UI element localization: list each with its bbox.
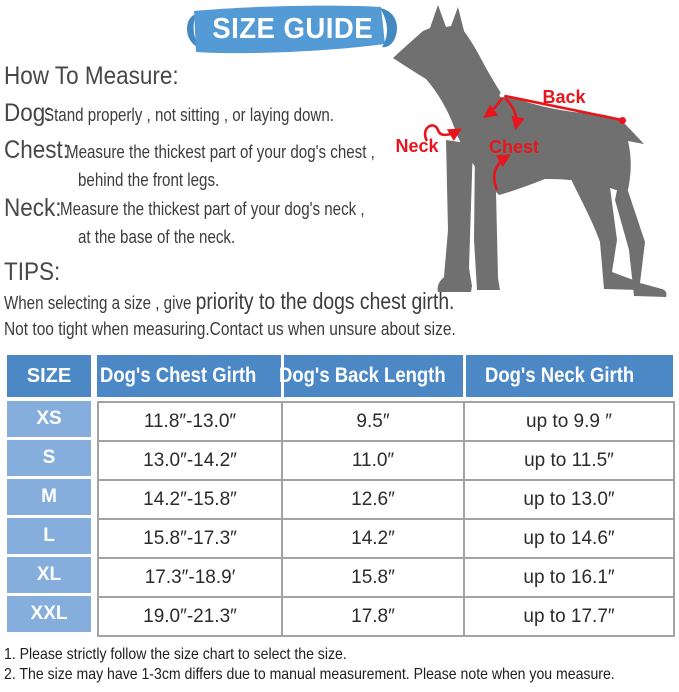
tips-emphasis-text: priority to the dogs chest girth. — [195, 288, 455, 314]
chest-girth-cell: 17.3″-18.9′ — [99, 559, 283, 598]
chest-girth-cell: 19.0″-21.3″ — [99, 598, 283, 637]
neck-girth-cell: up to 16.1″ — [465, 559, 675, 598]
neck-description-line2: at the base of the neck. — [78, 227, 236, 247]
size-column — [7, 355, 91, 637]
size-cell: XXL — [7, 596, 91, 632]
data-columns — [97, 355, 675, 637]
column-header-chest-girth: Dog's Chest Girth — [97, 355, 281, 397]
back-label: Back — [542, 87, 586, 107]
neck-girth-cell: up to 13.0″ — [465, 481, 675, 520]
size-cell: S — [7, 440, 91, 476]
neck-description-line1: Measure the thickest part of your dog's neck , — [60, 199, 365, 219]
chest-girth-cell: 15.8″-17.3″ — [99, 520, 283, 559]
back-length-cell: 12.6″ — [283, 481, 465, 520]
table-header-row — [97, 355, 675, 397]
back-length-cell: 15.8″ — [283, 559, 465, 598]
chest-description-line2: behind the front legs. — [78, 170, 220, 190]
dog-description: Stand properly , not sitting , or laying down. — [44, 105, 334, 125]
note-1: 1. Please strictly follow the size chart to select the size. — [4, 646, 347, 663]
dog-measure-diagram — [393, 0, 679, 300]
size-cell: XS — [7, 401, 91, 437]
tips-heading: TIPS: — [4, 258, 61, 286]
column-header-back-length: Dog's Back Length — [281, 355, 463, 397]
size-cell: XL — [7, 557, 91, 593]
chest-measure-label: Chest: — [4, 136, 70, 164]
back-length-cell: 11.0″ — [283, 442, 465, 481]
back-length-cell: 17.8″ — [283, 598, 465, 637]
note-2: 2. The size may have 1-3cm differs due to manual measurement. Please note when you measure. — [4, 666, 615, 683]
chest-girth-cell: 11.8″-13.0″ — [99, 403, 283, 442]
chest-girth-cell: 14.2″-15.8″ — [99, 481, 283, 520]
column-header-neck-girth: Dog's Neck Girth — [463, 355, 673, 397]
column-header-size: SIZE — [7, 355, 91, 397]
back-line-end-dot — [619, 117, 626, 124]
size-cell: M — [7, 479, 91, 515]
front-near-leg — [438, 140, 473, 292]
chest-girth-cell: 13.0″-14.2″ — [99, 442, 283, 481]
back-length-cell: 14.2″ — [283, 520, 465, 559]
tips-line2: Not too tight when measuring.Contact us when unsure about size. — [4, 319, 456, 339]
dog-label: Dog: — [4, 99, 52, 127]
table-body — [97, 401, 675, 637]
neck-girth-cell: up to 9.9 ″ — [465, 403, 675, 442]
tips-line1 — [4, 288, 540, 315]
neck-girth-cell: up to 17.7″ — [465, 598, 675, 637]
banner-title: SIZE GUIDE — [212, 12, 374, 45]
back-length-cell: 9.5″ — [283, 403, 465, 442]
how-to-measure-heading: How To Measure: — [4, 62, 179, 90]
tips-lead-text: When selecting a size , give — [4, 293, 196, 313]
chest-label: Chest — [488, 137, 540, 157]
chest-description-line1: Measure the thickest part of your dog's chest , — [66, 142, 375, 162]
size-cell: L — [7, 518, 91, 554]
size-table — [7, 355, 675, 637]
neck-girth-cell: up to 11.5″ — [465, 442, 675, 481]
neck-label: Neck — [395, 136, 439, 156]
withers-dot — [500, 93, 505, 98]
neck-measure-label: Neck: — [4, 194, 62, 222]
neck-girth-cell: up to 14.6″ — [465, 520, 675, 559]
size-column-cells — [7, 401, 91, 632]
